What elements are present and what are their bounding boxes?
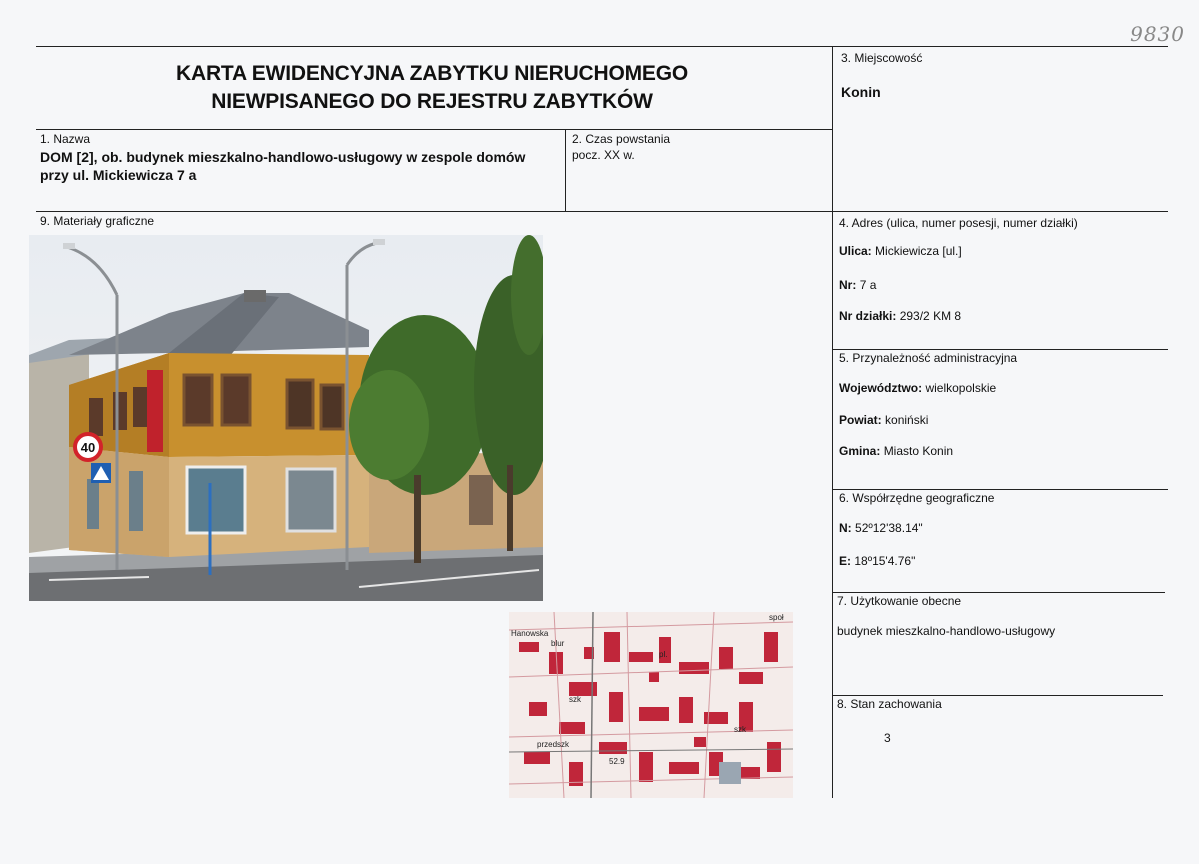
address-street [839,244,962,258]
map-square [719,762,741,784]
rule-section5 [833,349,1168,350]
admin-label: 5. Przynależność administracyjna [839,351,1018,365]
map-label-1: Hanowska [511,629,549,638]
usage-label: 7. Użytkowanie obecne [837,594,962,608]
admin-voivodeship-value: wielkopolskie [925,381,997,395]
address-street-value: Mickiewicza [ul.] [875,244,962,258]
address-label: 4. Adres (ulica, numer posesji, numer działki) [839,216,1078,230]
coords-east-key: E: [839,554,851,568]
address-plot [839,309,961,323]
rule-section6 [833,489,1168,490]
admin-voivodeship [839,381,996,395]
usage-value: budynek mieszkalno-handlowo-usługowy [837,624,1056,638]
admin-commune [839,444,953,458]
address-plot-key: Nr działki: [839,309,897,323]
address-number-value: 7 a [859,278,877,292]
condition-label: 8. Stan zachowania [837,697,942,711]
admin-commune-value: Miasto Konin [883,444,954,458]
address-number [839,278,876,292]
map-label-4: pl. [659,650,668,659]
admin-county [839,413,928,427]
name-value-line-1: DOM [2], ob. budynek mieszkalno-handlowo-usługowy w zespole domów [40,149,526,165]
rule-under-title [36,129,833,130]
name-label: 1. Nazwa [40,132,91,146]
map-label-6: szk [734,725,746,734]
map-label-2: blur [551,639,565,648]
coords-north [839,521,923,535]
coords-north-value: 52º12'38.14" [855,521,923,535]
condition-value: 3 [884,731,891,745]
rule-divider-vertical [832,46,833,798]
admin-county-value: koniński [885,413,929,427]
title-line-1: KARTA EWIDENCYJNA ZABYTKU NIERUCHOMEGO [176,62,688,85]
title-line-2: NIEWPISANEGO DO REJESTRU ZABYTKÓW [211,90,653,113]
rule-section8 [833,695,1163,696]
coords-east [839,554,915,568]
location-map [509,612,793,798]
admin-county-key: Powiat: [839,413,882,427]
address-number-key: Nr: [839,278,857,292]
card-title [36,60,828,116]
rule-section7 [833,592,1165,593]
name-value-line-2: przy ul. Mickiewicza 7 a [40,167,197,183]
map-label-7: społ [769,613,784,622]
date-value: pocz. XX w. [572,148,635,162]
date-label: 2. Czas powstania [572,132,671,146]
name-value [40,148,562,184]
coords-east-value: 18º15'4.76" [854,554,916,568]
coords-north-key: N: [839,521,852,535]
locality-value: Konin [841,84,881,100]
rule-name-date-divider [565,129,566,211]
map-label-8: 52.9 [609,757,625,766]
rule-top [36,46,1168,47]
graphics-label: 9. Materiały graficzne [40,214,155,228]
locality-label: 3. Miejscowość [841,51,923,65]
rule-under-name [36,211,1168,212]
map-label-5: przedszk [537,740,570,749]
address-plot-value: 293/2 KM 8 [899,309,962,323]
building-photo [29,235,543,601]
map-label-3: szk [569,695,581,704]
archive-number: 9830 [1130,22,1185,46]
admin-commune-key: Gmina: [839,444,881,458]
address-street-key: Ulica: [839,244,872,258]
admin-voivodeship-key: Województwo: [839,381,923,395]
speed-limit-sign: 40 [80,440,96,455]
coords-label: 6. Współrzędne geograficzne [839,491,995,505]
